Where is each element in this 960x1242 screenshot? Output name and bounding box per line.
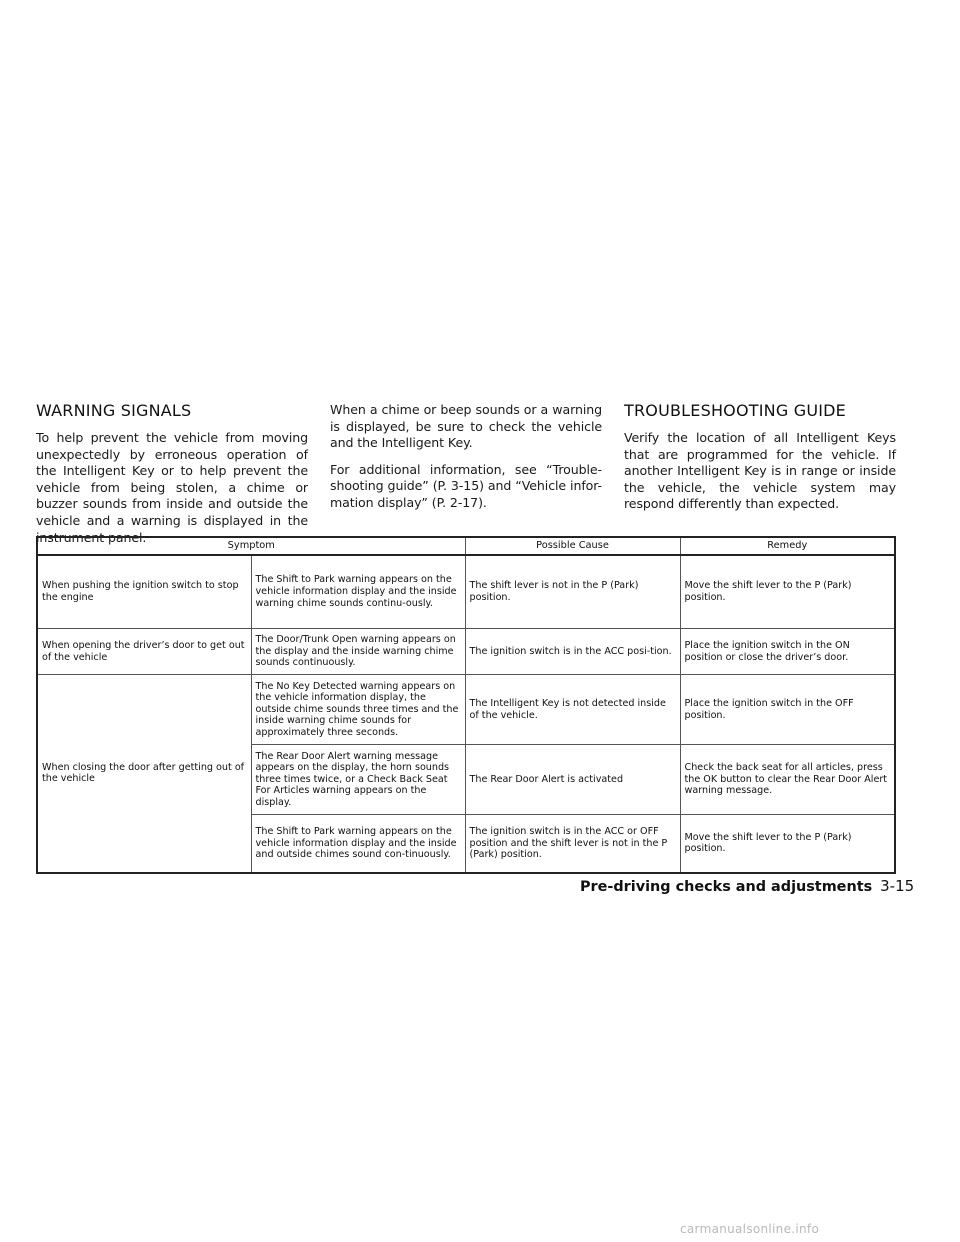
remedy-cell: Check the back seat for all articles, press the OK button to clear the Rear Door Alert warning message. [680, 745, 895, 815]
warning-signals-continued [330, 402, 602, 522]
page-footer [580, 876, 915, 895]
table-header-row [37, 537, 895, 555]
table-row [37, 675, 895, 745]
troubleshooting-heading: TROUBLESHOOTING GUIDE [624, 401, 846, 420]
footer-section-title: Pre-driving checks and adjustments [580, 879, 873, 895]
additional-info-paragraph: For additional information, see “Trouble-shooting guide” (P. 3-15) and “Vehicle infor-mation display” (P. 2-17). [330, 461, 602, 510]
troubleshooting-paragraph: Verify the location of all Intelligent Keys that are programmed for the vehicle. If another Intelligent Key is in range or inside the vehicle, the vehicle system may respond differently than expected. [624, 430, 896, 512]
header-remedy: Remedy [680, 537, 895, 555]
cause-cell: The Intelligent Key is not detected inside of the vehicle. [465, 675, 680, 745]
indicator-cell: The Shift to Park warning appears on the vehicle information display and the inside and outside chimes sound con-tinuously. [251, 815, 465, 873]
troubleshooting-section [624, 400, 896, 523]
remedy-cell: Place the ignition switch in the OFF position. [680, 675, 895, 745]
cause-cell: The shift lever is not in the P (Park) position. [465, 555, 680, 629]
indicator-cell: The No Key Detected warning appears on the vehicle information display, the outside chime sounds three times and the inside warning chime sounds for approximately three seconds. [251, 675, 465, 745]
warning-signals-section [36, 400, 308, 556]
symptom-cell: When closing the door after getting out of the vehicle [37, 675, 251, 873]
header-possible-cause: Possible Cause [465, 537, 680, 555]
table-row [37, 555, 895, 629]
cause-cell: The ignition switch is in the ACC posi-tion. [465, 629, 680, 675]
troubleshooting-table [36, 536, 896, 874]
symptom-cell: When pushing the ignition switch to stop the engine [37, 555, 251, 629]
remedy-cell: Place the ignition switch in the ON position or close the driver’s door. [680, 629, 895, 675]
symptom-cell: When opening the driver’s door to get out of the vehicle [37, 629, 251, 675]
cause-cell: The Rear Door Alert is activated [465, 745, 680, 815]
watermark: carmanualsonline.info [680, 1222, 820, 1236]
remedy-cell: Move the shift lever to the P (Park) position. [680, 815, 895, 873]
remedy-cell: Move the shift lever to the P (Park) position. [680, 555, 895, 629]
indicator-cell: The Rear Door Alert warning message appears on the display, the horn sounds three times twice, or a Check Back Seat For Articles warning appears on the display. [251, 745, 465, 815]
indicator-cell: The Shift to Park warning appears on the vehicle information display and the inside warning chime sounds continu-ously. [251, 555, 465, 629]
indicator-cell: The Door/Trunk Open warning appears on the display and the inside warning chime sounds continuously. [251, 629, 465, 675]
cause-cell: The ignition switch is in the ACC or OFF position and the shift lever is not in the P (Park) position. [465, 815, 680, 873]
warning-signals-heading: WARNING SIGNALS [36, 401, 192, 420]
warning-signals-paragraph: To help prevent the vehicle from moving unexpectedly by erroneous operation of the Intelligent Key or to help prevent the vehicle from being stolen, a chime or buzzer sounds from inside and outside the vehicle and a warning is displayed in the instrument panel. [36, 430, 308, 545]
header-symptom: Symptom [37, 537, 465, 555]
page-number: 3-15 [880, 877, 915, 895]
chime-check-paragraph: When a chime or beep sounds or a warning is displayed, be sure to check the vehicle and the Intelligent Key. [330, 402, 602, 451]
table-row [37, 629, 895, 675]
